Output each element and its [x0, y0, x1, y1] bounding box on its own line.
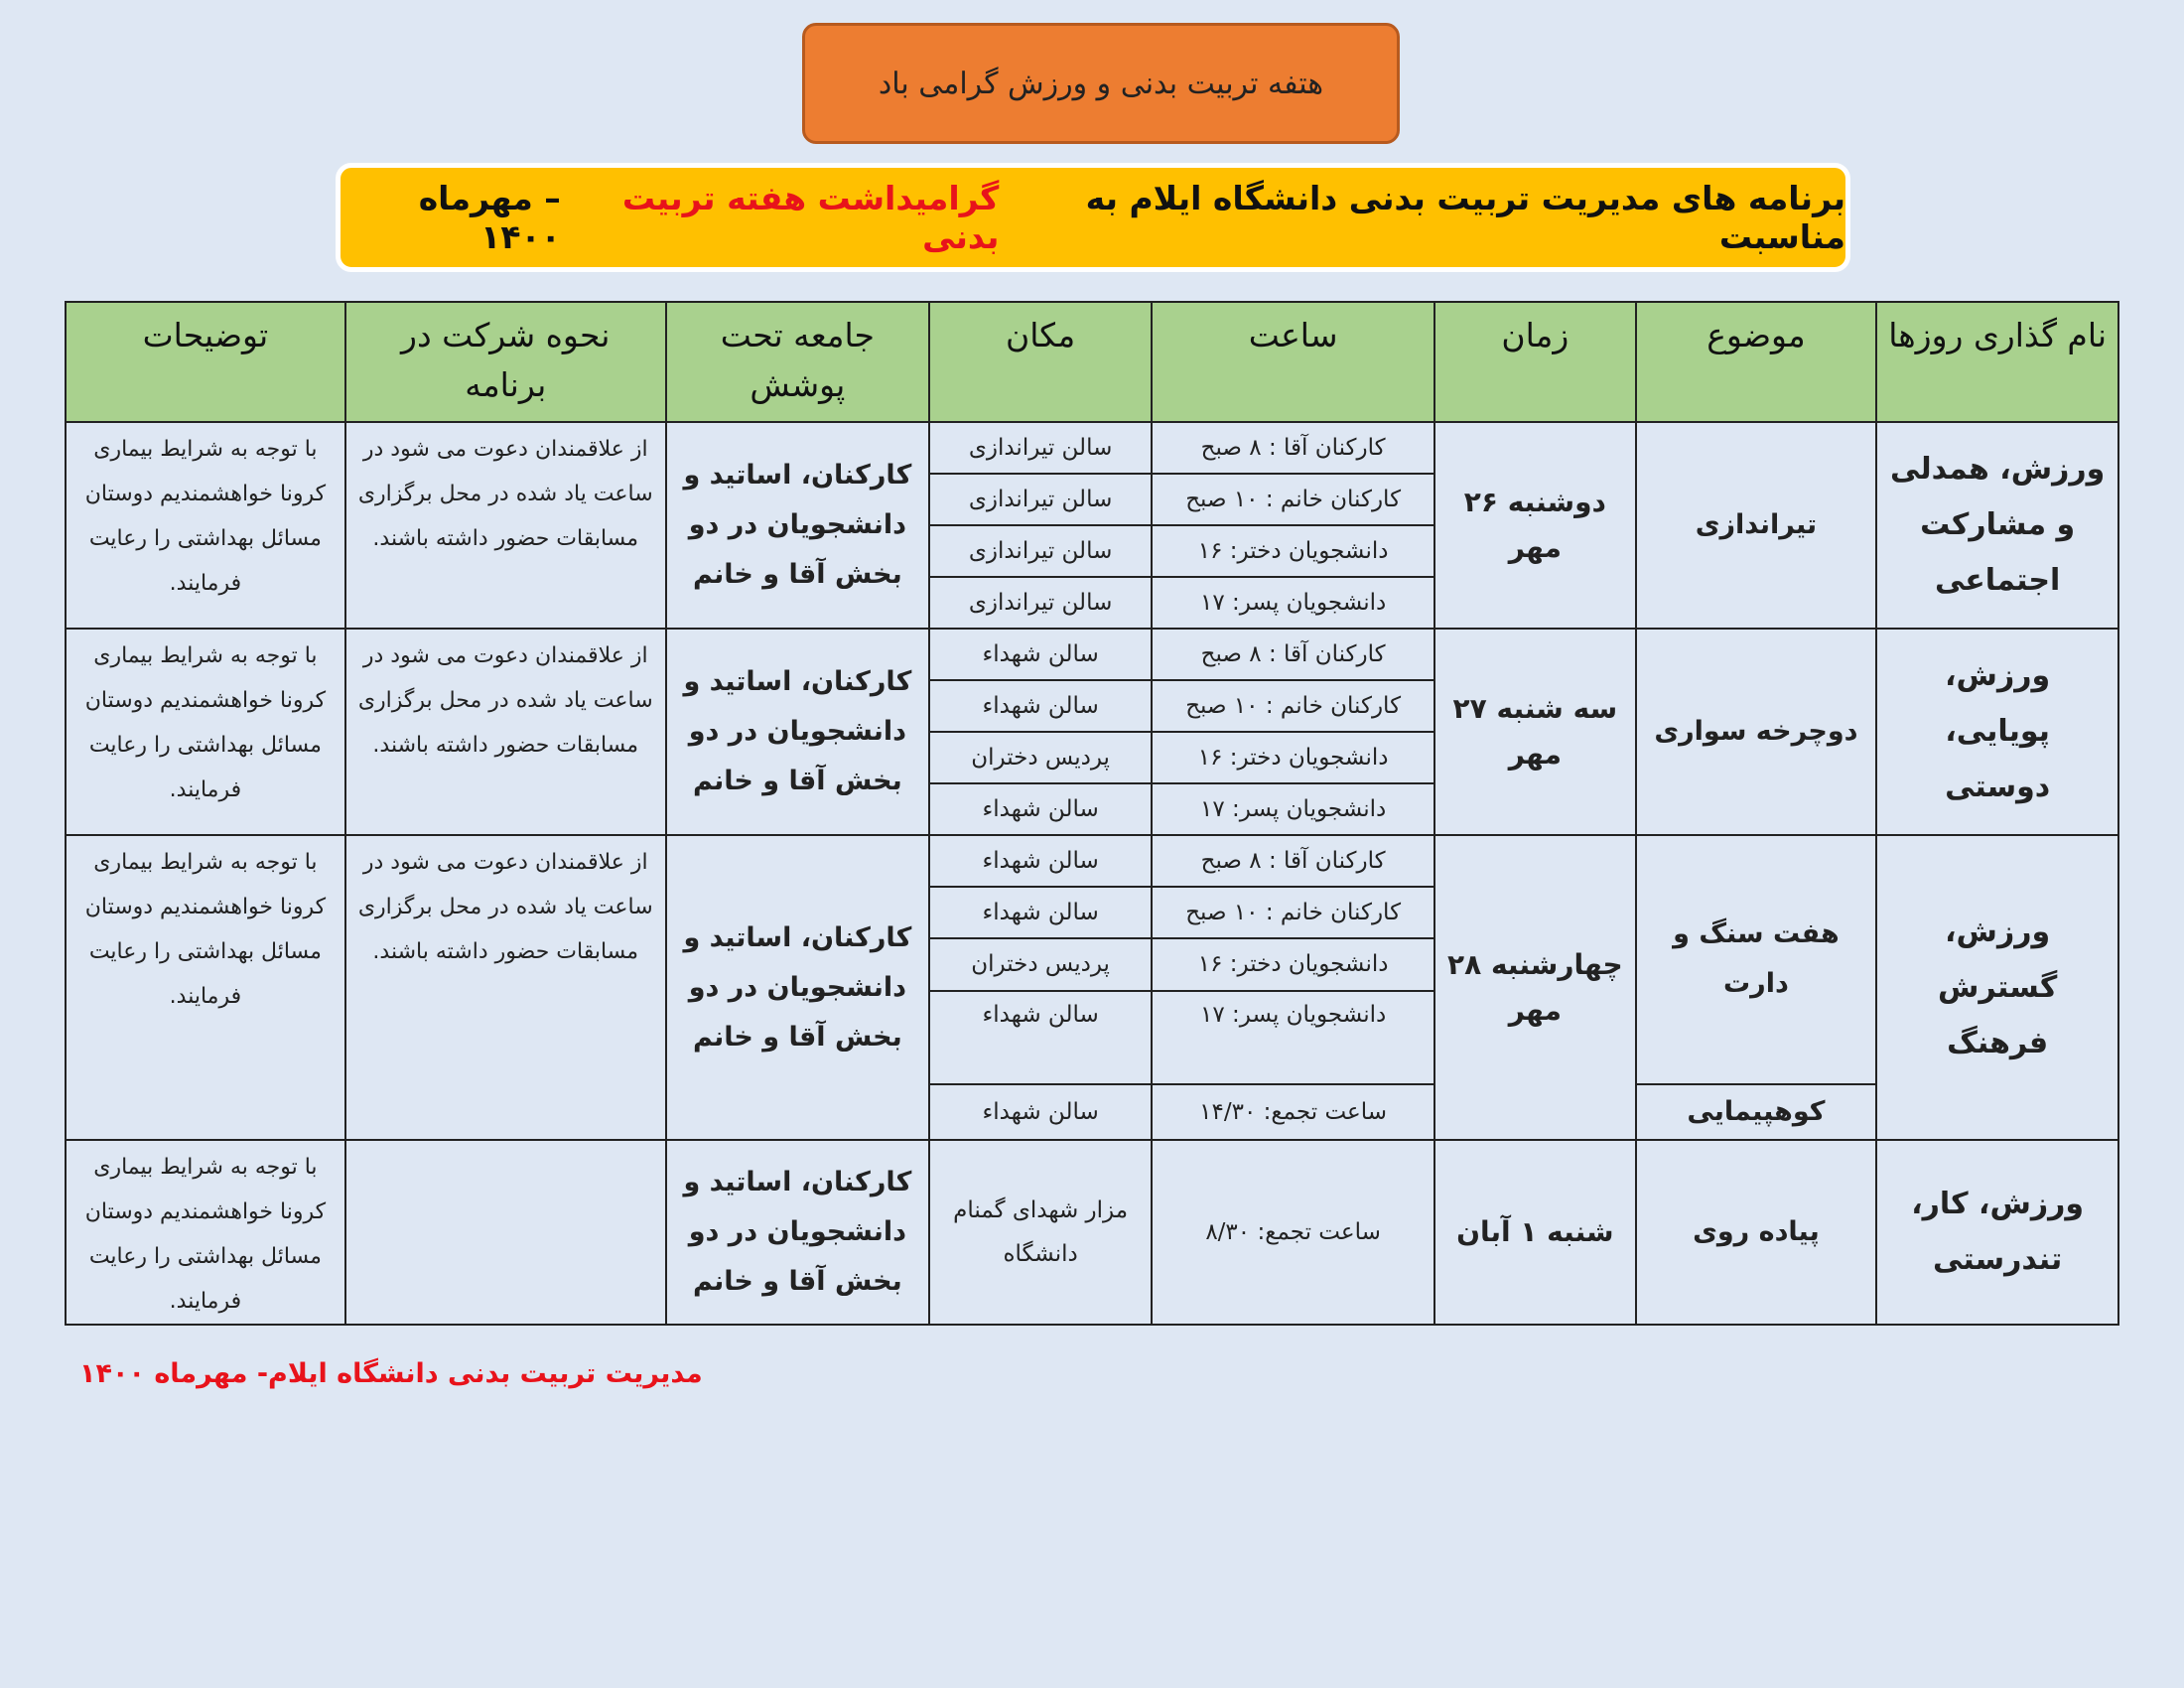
- day-participation: [345, 1140, 666, 1325]
- table-row: [66, 1140, 2118, 1325]
- table-row: [66, 629, 2118, 680]
- slot-time: دانشجویان دختر: ۱۶: [1152, 938, 1434, 990]
- day-audience: کارکنان، اساتید و دانشجویان در دو بخش آقا و خانم: [666, 1140, 929, 1325]
- day-participation: از علاقمندان دعوت می شود در ساعت یاد شده در محل برگزاری مسابقات حضور داشته باشند.: [345, 422, 666, 629]
- slot-place: سالن تیراندازی: [929, 422, 1152, 474]
- day-date: سه شنبه ۲۷ مهر: [1434, 629, 1636, 835]
- table-row: [66, 835, 2118, 887]
- slot-place: سالن شهداء: [929, 887, 1152, 938]
- slot-time: کارکنان خانم : ۱۰ صبح: [1152, 887, 1434, 938]
- day-name: ورزش، پویایی، دوستی: [1876, 629, 2118, 835]
- day-topic: دوچرخه سواری: [1636, 629, 1877, 835]
- slot-time: دانشجویان پسر: ۱۷: [1152, 783, 1434, 835]
- header-when: زمان: [1434, 302, 1636, 422]
- header-row: [66, 302, 2118, 422]
- slot-time: کارکنان خانم : ۱۰ صبح: [1152, 680, 1434, 732]
- day-name: ورزش، همدلی و مشارکت اجتماعی: [1876, 422, 2118, 629]
- slot-time: دانشجویان پسر: ۱۷: [1152, 577, 1434, 629]
- title-text: برنامه های مدیریت تربیت بدنی دانشگاه ایلام به مناسبت: [1085, 179, 1845, 256]
- header-notes: توضیحات: [66, 302, 345, 422]
- day-notes: با توجه به شرایط بیماری کرونا خواهشمندیم دوستان مسائل بهداشتی را رعایت فرمایند.: [66, 422, 345, 629]
- page-title: [336, 163, 1850, 272]
- header-how: نحوه شرکت در برنامه: [345, 302, 666, 422]
- slot-time: دانشجویان دختر: ۱۶: [1152, 732, 1434, 783]
- day-name: ورزش، کار، تندرستی: [1876, 1140, 2118, 1325]
- slot-time: کارکنان خانم : ۱۰ صبح: [1152, 474, 1434, 525]
- header-time: ساعت: [1152, 302, 1434, 422]
- footer-note: مدیریت تربیت بدنی دانشگاه ایلام- مهرماه ۱۴۰۰: [79, 1358, 703, 1389]
- day-audience: کارکنان، اساتید و دانشجویان در دو بخش آقا و خانم: [666, 422, 929, 629]
- day-participation: از علاقمندان دعوت می شود در ساعت یاد شده در محل برگزاری مسابقات حضور داشته باشند.: [345, 629, 666, 835]
- slot-place: مزار شهدای گمنام دانشگاه: [929, 1140, 1152, 1325]
- slot-place: سالن تیراندازی: [929, 525, 1152, 577]
- day-notes: با توجه به شرایط بیماری کرونا خواهشمندیم دوستان مسائل بهداشتی را رعایت فرمایند.: [66, 1140, 345, 1325]
- slot-time: ساعت تجمع: ۸/۳۰: [1152, 1140, 1434, 1325]
- slot-place: سالن شهداء: [929, 835, 1152, 887]
- slot-time: دانشجویان پسر: ۱۷: [1152, 991, 1434, 1084]
- title-highlight: گرامیداشت هفته تربیت بدنی: [621, 179, 1000, 256]
- header-audience: جامعه تحت پوشش: [666, 302, 929, 422]
- week-banner: هتفه تربیت بدنی و ورزش گرامی باد: [802, 23, 1400, 144]
- slot-place: سالن تیراندازی: [929, 577, 1152, 629]
- slot-place: سالن شهداء: [929, 1084, 1152, 1140]
- slot-time: کارکنان آقا : ۸ صبح: [1152, 835, 1434, 887]
- day-notes: با توجه به شرایط بیماری کرونا خواهشمندیم دوستان مسائل بهداشتی را رعایت فرمایند.: [66, 629, 345, 835]
- day-topic-secondary: کوهپیمایی: [1636, 1084, 1877, 1140]
- slot-place: سالن شهداء: [929, 680, 1152, 732]
- day-topic: تیراندازی: [1636, 422, 1877, 629]
- slot-time: دانشجویان دختر: ۱۶: [1152, 525, 1434, 577]
- day-date: دوشنبه ۲۶ مهر: [1434, 422, 1636, 629]
- title-date: – مهرماه ۱۴۰۰: [418, 179, 561, 256]
- slot-time: کارکنان آقا : ۸ صبح: [1152, 629, 1434, 680]
- schedule-table: [65, 301, 2119, 1326]
- header-name: نام گذاری روزها: [1876, 302, 2118, 422]
- day-topic: پیاده روی: [1636, 1140, 1877, 1325]
- day-audience: کارکنان، اساتید و دانشجویان در دو بخش آقا و خانم: [666, 629, 929, 835]
- table-row: [66, 422, 2118, 474]
- day-participation: از علاقمندان دعوت می شود در ساعت یاد شده در محل برگزاری مسابقات حضور داشته باشند.: [345, 835, 666, 1139]
- day-date: چهارشنبه ۲۸ مهر: [1434, 835, 1636, 1139]
- day-date: شنبه ۱ آبان: [1434, 1140, 1636, 1325]
- slot-time: کارکنان آقا : ۸ صبح: [1152, 422, 1434, 474]
- slot-place: سالن شهداء: [929, 783, 1152, 835]
- slot-time: ساعت تجمع: ۱۴/۳۰: [1152, 1084, 1434, 1140]
- slot-place: پردیس دختران: [929, 938, 1152, 990]
- header-topic: موضوع: [1636, 302, 1877, 422]
- day-notes: با توجه به شرایط بیماری کرونا خواهشمندیم دوستان مسائل بهداشتی را رعایت فرمایند.: [66, 835, 345, 1139]
- day-audience: کارکنان، اساتید و دانشجویان در دو بخش آقا و خانم: [666, 835, 929, 1139]
- slot-place: سالن تیراندازی: [929, 474, 1152, 525]
- day-name: ورزش، گسترش فرهنگ: [1876, 835, 2118, 1139]
- slot-place: سالن شهداء: [929, 991, 1152, 1084]
- slot-place: سالن شهداء: [929, 629, 1152, 680]
- day-topic: هفت سنگ و دارت: [1636, 835, 1877, 1083]
- slot-place: پردیس دختران: [929, 732, 1152, 783]
- header-place: مکان: [929, 302, 1152, 422]
